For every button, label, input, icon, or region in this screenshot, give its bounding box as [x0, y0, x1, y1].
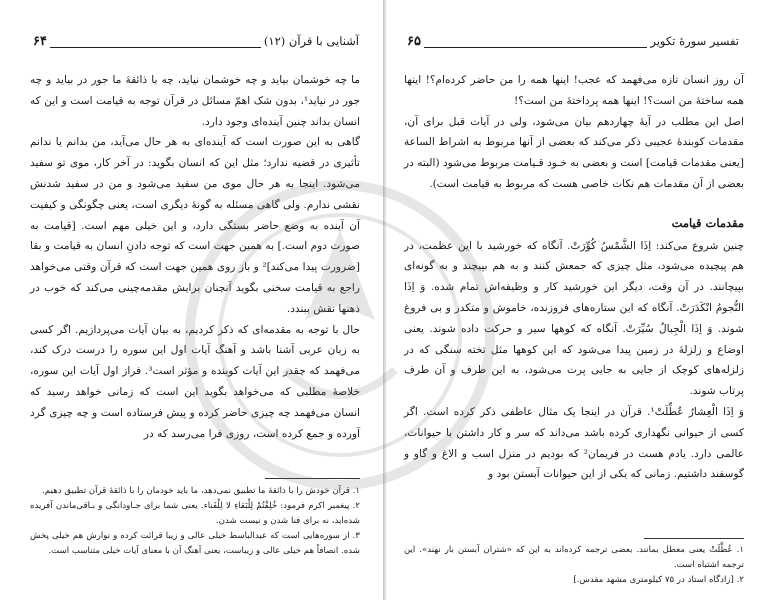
- section-heading: مقدمات قیامت: [671, 215, 744, 230]
- paragraph: گاهی به این صورت است که آینده‌ای به هر حال می‌آید، من بدانم یا ندانم تأثیری در قضیه ندارد؛ مثل این که انسان بگوید: در آخر کار، موی تو سفید می‌شود. اینجا به هر حال موی من سفید می‌شود و من در سفید شدنش نقشی ندارم. ولی گاهی مسئله به گونهٔ دیگری است، یعنی چگونگی و کیفیت آن آینده به وضع حاضر بستگی دارد، و این خیلی مهم است. [قیامت به صورت دوم است.] به همین جهت است که توجه دادنِ انسان به قیامت و بقا [ضرورت پیدا می‌کند]² و باز روی همین جهت است که قرآن وقتی می‌خواهد راجع به قیامت سخنی بگوید آنچنان برایش مقدمه‌چینی می‌کند که خوب در ذهنها نقش ببندد.: [30, 136, 360, 315]
- right-page-body: [404, 70, 744, 485]
- right-page-number: ۶۵: [404, 34, 424, 49]
- right-header-title: تفسیر سورهٔ تکویر: [647, 34, 742, 48]
- footnote-rule: [644, 538, 744, 539]
- footnote: ۱. عُطِّلَتْ یعنی معطل بمانند. بعضی ترجمه کرده‌اند به این که «شتران آبستن بار نهند». این ترجمه اشتباه است.: [404, 545, 744, 570]
- left-header-title: آشنایی با قرآن (۱۲): [261, 34, 362, 48]
- right-page: [386, 0, 769, 600]
- right-page-header: [404, 34, 742, 54]
- footnote: ۲. [زادگاه استاد در ۷۵ کیلومتری مشهد مقدس.]: [573, 575, 744, 585]
- paragraph: ما چه خوشمان بیاید و چه خوشمان نیاید، چه با ذائقهٔ ما جور در بیاید و چه جور در نیاید¹، بدون شک اهمّ مسائل در قرآن توجه به قیامت است و این که انسان بداند چنین آینده‌ای وجود دارد.: [30, 74, 360, 128]
- left-page: [0, 0, 384, 600]
- right-footnotes: [404, 543, 744, 588]
- footnote: ۱. قرآن خودش را با ذائقهٔ ما تطبیق نمی‌دهد، ما باید خودمان را با ذائقهٔ قرآن تطبیق دهیم.: [42, 486, 360, 496]
- paragraph: اصل این مطلب در آیهٔ چهاردهم بیان می‌شود، ولی در آیات قبل برای آن، مقدمات کوبندهٔ عجیبی ذکر می‌کند که بعضی از آنها مربوط به اشراط الساعة [یعنی مقدمات قیامت] است و بعضی به خـود قـیامت مربوط می‌شود (البته در بعضی از آن مقدمات هم نکات خاصی هست که مربوط به قیامت است).: [404, 115, 744, 190]
- paragraph: چنین شروع می‌کند: اِذَا الشَّمْسُ کُوِّرَتْ. آنگاه که خورشید با این عظمت، در هم پیچیده می‌شود، مثل چیزی که جمعش کنند و به هم بپیچند و به گونه‌ای بپیچانند. در آن وقت، دیگر این خورشید کار و وظیفه‌اش تمام شده. وَ اِذَا النُّجومُ انْکَدَرَتْ. آنگاه که این ستاره‌های فروزنده، خاموش و متکدر و بی فروغ شوند. وَ اِذَا الْجِبالُ سُیِّرَتْ. آنگاه که کوهها سیر و حرکت داده شوند. یعنی اوضاع و زلزلهٔ در زمین پیدا می‌شود که این کوهها مثل تخته سنگی که در زلزله‌های کوچک از جایی به جایی پرت می‌شود، به این طرف و آن طرف پرتاب شوند.: [404, 239, 744, 398]
- left-page-body: [30, 70, 360, 444]
- left-footnotes: [30, 484, 360, 559]
- paragraph: حال با توجه به مقدمه‌ای که ذکر کردیم، به بیان آیات می‌پردازیم. اگر کسی به زبان عربی آشنا باشد و آهنگ آیات اول این سوره را درست درک کند، می‌فهمد که چقدر این آیات کوبنده و مؤثر است³. فراز اول آیات این سوره، خلاصهٔ مطلبی که می‌خواهد بگوید این است که زمانی خواهد رسید که انسان می‌فهمد چه چیزی حاضر کرده و پیش فرستاده است و چه چیزی گرد آورده و جمع کرده است، روزی فرا می‌رسد که در: [30, 323, 360, 440]
- left-page-header: [30, 34, 362, 54]
- footnote: ۳. از سوره‌هایی است که عبدالباسط خیلی عالی و زیبا قرائت کرده و نوارش هم خیلی پخش شده. انصافاً هم خیلی عالی و زیباست، یعنی آهنگ آن با معنای آیات خیلی متناسب است.: [30, 531, 360, 556]
- left-page-number: ۶۴: [30, 34, 50, 49]
- paragraph: وَ اِذَا الْعِشارُ عُطِّلَتْ¹. قرآن در اینجا یک مثال عاطفی ذکر کرده است. اگر کسی از حیوانی نگهداری کرده باشد می‌داند که سر و کار داشتن با حیوانات، عالمی دارد. یادم هست در فریمان² که بودیم در منزل اسب و الاغ و گاو و گوسفند داشتیم. زمانی که یکی از این حیوانات آبستن بود و: [404, 405, 744, 481]
- footnote: ۲. پیغمبر اکرم فرمود: خُلِقْتُمْ لِلْبَقاءِ لا لِلْفَناء. یعنی شما برای جـاودانگی و بـاقی‌ماندن آفریده شده‌اید، نه برای فنا شدن و نیست شدن.: [30, 501, 360, 526]
- footnote-rule: [265, 478, 360, 479]
- paragraph: آن روز انسان تازه می‌فهمد که عجب! اینها همه را من حاضر کرده‌ام؟! اینها همه ساختهٔ من است؟! اینها همه پرداختهٔ من است؟!: [404, 74, 744, 107]
